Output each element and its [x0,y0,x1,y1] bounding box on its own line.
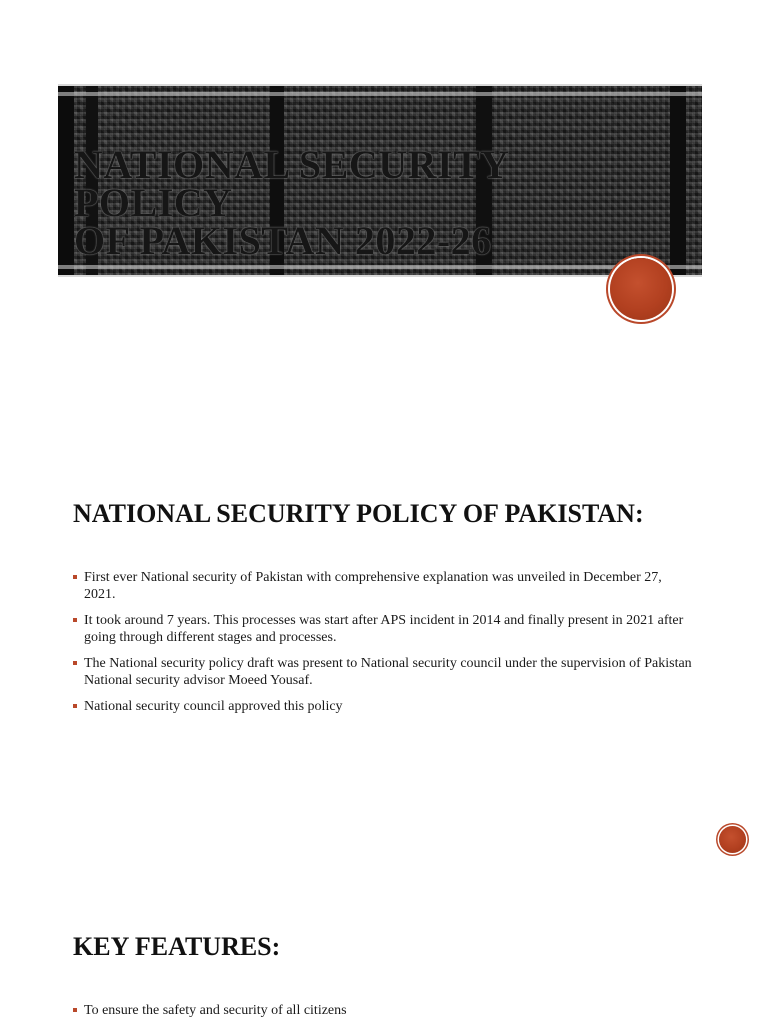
list-item [73,1002,693,1019]
key-features-bullet-list [73,1002,693,1024]
slide-title [74,142,674,263]
bullet-square-icon [73,618,77,622]
bullet-square-icon [73,661,77,665]
slide-title-line-2: OF PAKISTAN 2022-26 [74,218,492,263]
bullet-square-icon [73,575,77,579]
list-item [73,698,693,715]
section-heading-policy: NATIONAL SECURITY POLICY OF PAKISTAN: [73,499,644,528]
decorative-circle-small [719,826,746,853]
bullet-text: First ever National security of Pakistan with comprehensive explanation was unveiled in December 27, 2021. [84,570,662,602]
slide-title-line-1: NATIONAL SECURITY POLICY [74,142,509,225]
decorative-circle-large [610,258,672,320]
bullet-text: It took around 7 years. This processes was start after APS incident in 2014 and finally present in 2021 after going through different stages and processes. [84,613,684,645]
bullet-text: National security council approved this policy [84,699,343,714]
list-item [73,612,693,646]
bullet-text: To ensure the safety and security of all citizens [84,1003,347,1018]
list-item [73,655,693,689]
bullet-text: The National security policy draft was present to National security council under the supervision of Pakistan National security advisor Moeed Yousaf. [84,656,692,688]
bullet-square-icon [73,704,77,708]
title-banner [58,84,702,277]
list-item [73,569,693,603]
bullet-square-icon [73,1008,77,1012]
policy-bullet-list [73,569,693,724]
section-heading-key-features: KEY FEATURES: [73,932,281,961]
